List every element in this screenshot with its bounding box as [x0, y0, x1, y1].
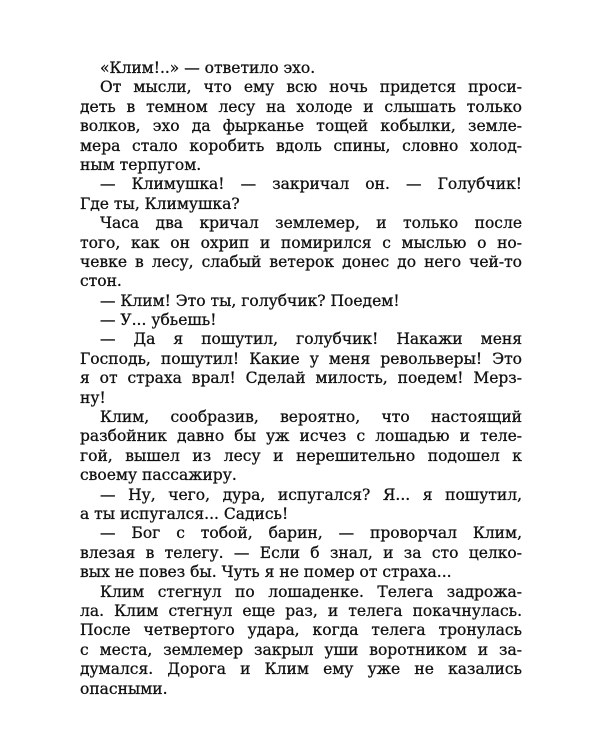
text-line: своему пассажиру.: [80, 466, 237, 485]
text-line: Где ты, Климушка?: [80, 194, 240, 213]
text-line: Господь, пошутил! Какие у меня револьверы! Это: [80, 349, 522, 368]
text-line: — Ну, чего, дура, испугался? Я... я пошутил,: [100, 485, 522, 504]
text-line: деть в темном лесу на холоде и слышать только: [80, 97, 522, 116]
paragraph: [80, 175, 522, 214]
text-line: — Климушка! — закричал он. — Голубчик!: [100, 175, 522, 194]
text-line: того, как он охрип и помирился с мыслью о но-: [80, 233, 522, 252]
text-line: стон.: [80, 272, 122, 291]
paragraph: [80, 583, 522, 699]
text-line: ла. Клим стегнул еще раз, и телега покачнулась.: [80, 601, 522, 620]
text-line: гой, вышел из лесу и нерешительно подошел к: [80, 446, 522, 465]
text-line: После четвертого удара, когда телега тронулась: [80, 621, 522, 640]
paragraph: [80, 408, 522, 486]
paragraph: [80, 524, 522, 582]
text-line: Часа два кричал землемер, и только после: [100, 214, 522, 233]
text-line: а ты испугался... Садись!: [80, 504, 289, 523]
text-line: Клим, сообразив, вероятно, что настоящий: [100, 408, 522, 427]
text-line: ну!: [80, 388, 106, 407]
text-line: волков, эхо да фырканье тощей кобылки, земле-: [80, 117, 522, 136]
paragraph: [80, 59, 522, 78]
text-line: чевке в лесу, слабый ветерок донес до него чей-то: [80, 252, 522, 271]
paragraph: [80, 330, 522, 408]
paragraph: [80, 311, 522, 330]
text-line: вых не повез бы. Чуть я не помер от страха...: [80, 563, 452, 582]
paragraph: [80, 78, 522, 175]
text-line: разбойник давно бы уж исчез с лошадью и теле-: [80, 427, 522, 446]
text-line: Клим стегнул по лошаденке. Телега задрожа-: [100, 582, 522, 601]
text-line: «Клим!..» — ответило эхо.: [100, 59, 316, 77]
text-line: опасными.: [80, 679, 168, 698]
text-line: От мысли, что ему всю ночь придется проси-: [100, 78, 522, 97]
text-line: я от страха врал! Сделай милость, поедем! Мерз-: [80, 369, 522, 388]
paragraph: [80, 292, 522, 311]
page-text: [80, 59, 522, 699]
text-line: думался. Дорога и Клим ему уже не казались: [80, 660, 522, 679]
text-line: с места, землемер закрыл уши воротником и за-: [80, 640, 522, 659]
paragraph: [80, 486, 522, 525]
text-line: влезая в телегу. — Если б знал, и за сто целко-: [80, 543, 522, 562]
paragraph: [80, 214, 522, 292]
text-line: ным терпугом.: [80, 155, 202, 174]
text-line: — Клим! Это ты, голубчик? Поедем!: [100, 291, 400, 310]
text-line: — Бог с тобой, барин, — проворчал Клим,: [100, 524, 522, 543]
text-line: — Да я пошутил, голубчик! Накажи меня: [100, 330, 522, 349]
text-line: — У... убьешь!: [100, 311, 217, 330]
text-line: мера стало коробить вдоль спины, словно холод-: [80, 136, 522, 155]
